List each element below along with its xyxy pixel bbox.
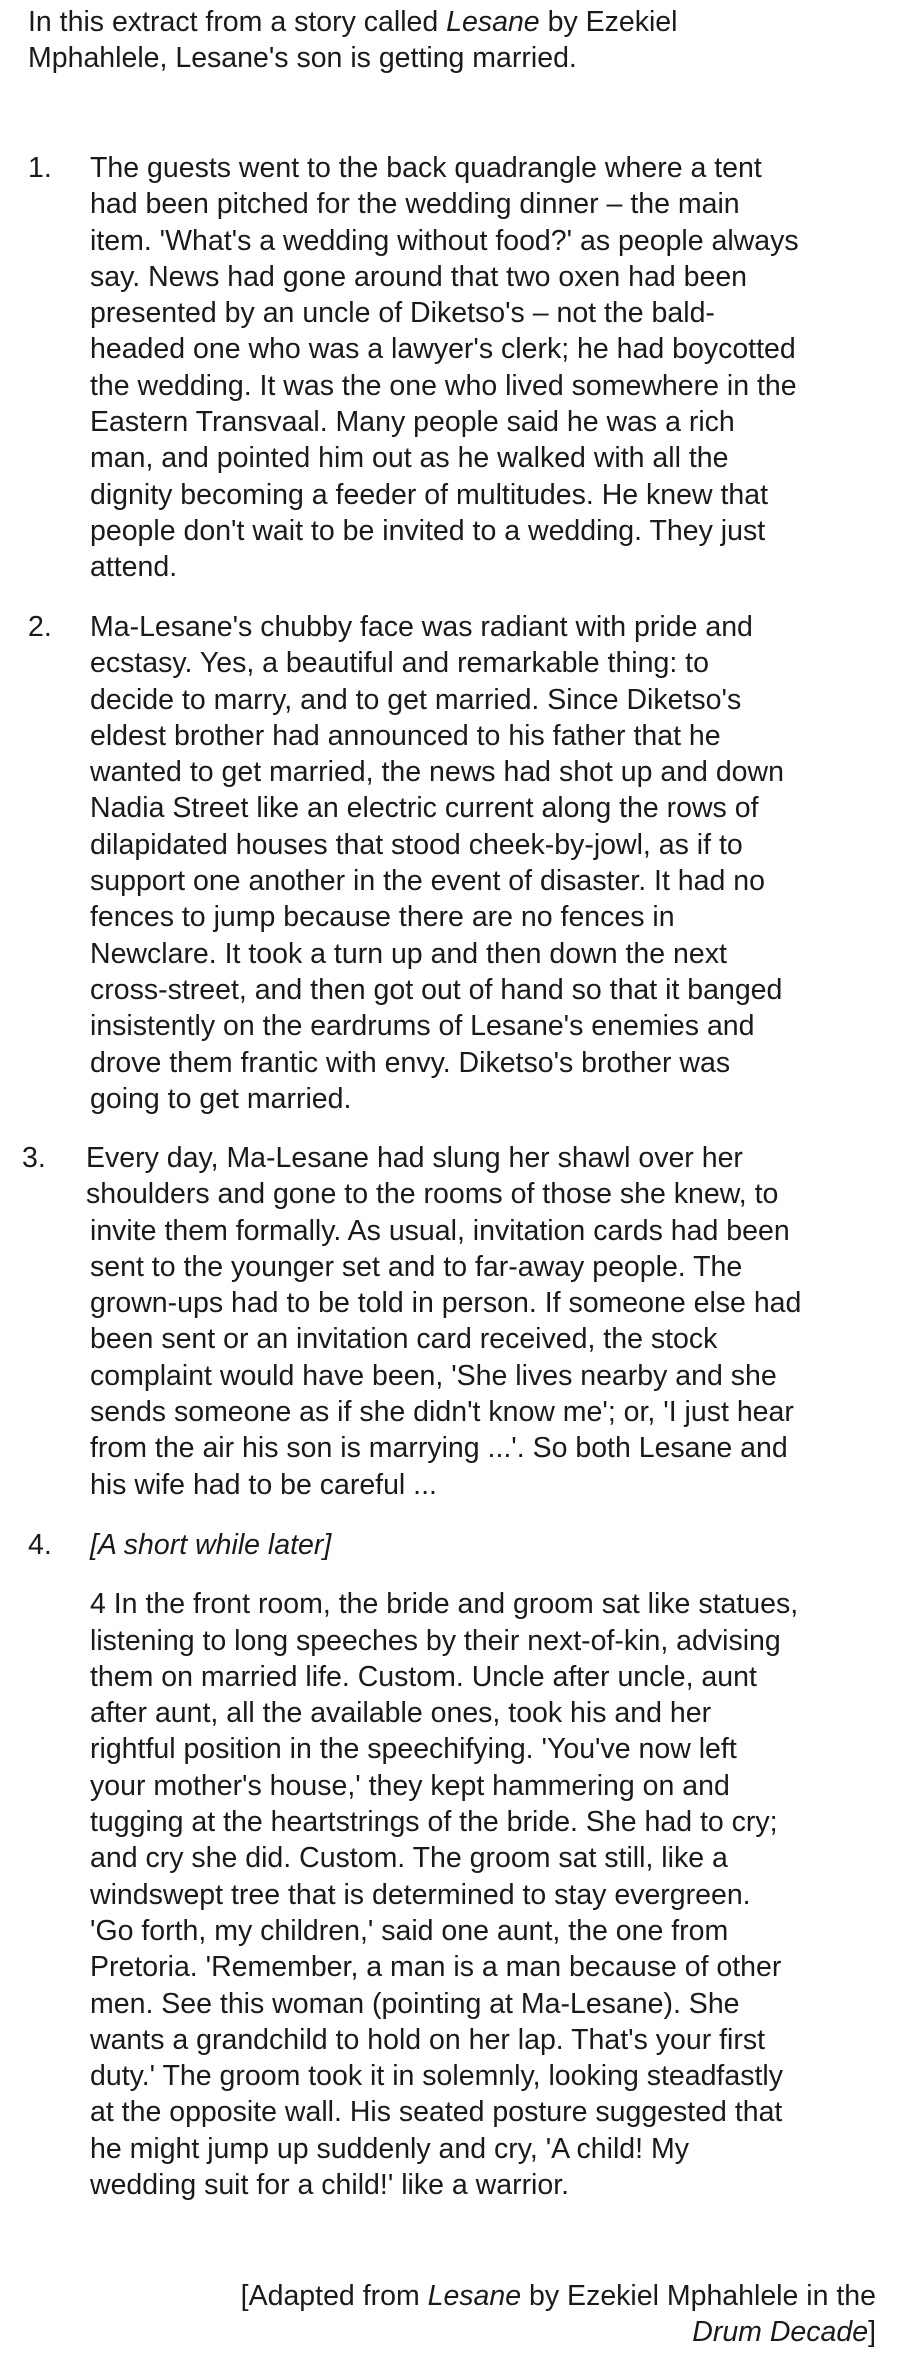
text-line: tugging at the heartstrings of the bride. She had to cry;: [90, 1806, 778, 1839]
text-line: listening to long speeches by their next-of-kin, advising: [90, 1624, 781, 1657]
text-line: dignity becoming a feeder of multitudes. He knew that: [90, 478, 769, 511]
text-line: presented by an uncle of Diketso's – not the bald-: [90, 297, 715, 330]
text-line: say. News had gone around that two oxen had been: [90, 260, 748, 293]
text-line: after aunt, all the available ones, took his and her: [90, 1697, 712, 1730]
text-line: from the air his son is marrying ...'. So both Lesane and: [90, 1432, 788, 1465]
attribution-source: Drum Decade: [692, 2316, 869, 2349]
text-line: men. See this woman (pointing at Ma-Lesane). She: [90, 1987, 740, 2020]
text-line: complaint would have been, 'She lives nearby and she: [90, 1359, 777, 1392]
text-line: sent to the younger set and to far-away people. The: [90, 1250, 743, 1283]
text-line: had been pitched for the wedding dinner – the main: [90, 188, 740, 221]
text-line: 'Go forth, my children,' said one aunt, the one from: [90, 1914, 729, 1947]
text-line: eldest brother had announced to his father that he: [90, 719, 721, 752]
text-line: Eastern Transvaal. Many people said he was a rich: [90, 406, 735, 439]
text-line: your mother's house,' they kept hammering on and: [90, 1769, 730, 1802]
text-line: fences to jump because there are no fences in: [90, 901, 675, 934]
text-line: windswept tree that is determined to stay evergreen.: [90, 1878, 751, 1911]
text-line: rightful position in the speechifying. 'You've now left: [90, 1733, 737, 1766]
text-line: item. 'What's a wedding without food?' as people always: [90, 224, 799, 257]
text-line: ecstasy. Yes, a beautiful and remarkable thing: to: [90, 647, 709, 680]
text-line: people don't wait to be invited to a wedding. They just: [90, 514, 766, 547]
paragraph-text: [90, 609, 885, 1117]
paragraph-number: 4.: [28, 1529, 52, 1561]
text-line: The guests went to the back quadrangle where a tent: [90, 152, 762, 184]
text-line: support one another in the event of disaster. It had no: [90, 865, 765, 898]
text-line: attend.: [90, 551, 178, 584]
attribution-title: Lesane: [427, 2280, 522, 2312]
paragraph-text: [90, 1527, 885, 2203]
text-line: invite them formally. As usual, invitation cards had been: [90, 1214, 790, 1247]
paragraph-number: 2.: [28, 611, 52, 643]
text-line: man, and pointed him out as he walked with all the: [90, 442, 729, 475]
text-line: Every day, Ma-Lesane had slung her shawl over her: [86, 1142, 743, 1174]
text-line: wants a grandchild to hold on her lap. That's your first: [90, 2023, 766, 2056]
text-line: wanted to get married, the news had shot up and down: [90, 756, 784, 789]
text-line: Newclare. It took a turn up and then down the next: [90, 937, 727, 970]
text-line: his wife had to be careful ...: [90, 1468, 437, 1501]
text-line: wedding suit for a child!' like a warrior.: [90, 2169, 570, 2202]
text-line: dilapidated houses that stood cheek-by-jowl, as if to: [90, 828, 743, 861]
text-line: Pretoria. 'Remember, a man is a man because of other: [90, 1951, 782, 1984]
text-line: sends someone as if she didn't know me'; or, 'I just hear: [90, 1396, 794, 1429]
text-line: been sent or an invitation card received, the stock: [90, 1323, 718, 1356]
attribution-line-2: Drum Decade]: [692, 2316, 876, 2349]
text-line: decide to marry, and to get married. Since Diketso's: [90, 683, 742, 716]
text-line: and cry she did. Custom. The groom sat still, like a: [90, 1842, 728, 1875]
paragraph-text: [90, 150, 885, 586]
source-attribution: [116, 2278, 876, 2351]
text-line: headed one who was a lawyer's clerk; he had boycotted: [90, 333, 796, 366]
paragraph-number: 3.: [22, 1142, 46, 1174]
text-line: Nadia Street like an electric current along the rows of: [90, 792, 759, 825]
paragraph-number: 1.: [28, 152, 52, 184]
intro-line-2: Mphahlele, Lesane's son is getting married.: [28, 42, 577, 75]
text-line: them on married life. Custom. Uncle after uncle, aunt: [90, 1660, 757, 1693]
text-line: insistently on the eardrums of Lesane's enemies and: [90, 1010, 755, 1043]
intro-line-1: In this extract from a story called Lesane by Ezekiel: [28, 6, 678, 38]
text-line: at the opposite wall. His seated posture suggested that: [90, 2096, 783, 2129]
text-line: cross-street, and then got out of hand so that it banged: [90, 973, 783, 1006]
paragraph-text: [86, 1140, 885, 1503]
text-line: going to get married.: [90, 1082, 352, 1115]
text-line: 4 In the front room, the bride and groom sat like statues,: [90, 1588, 799, 1621]
text-line: grown-ups had to be told in person. If someone else had: [90, 1287, 802, 1320]
intro-text: [28, 4, 868, 77]
text-line: he might jump up suddenly and cry, 'A child! My: [90, 2132, 689, 2165]
text-line: drove them frantic with envy. Diketso's brother was: [90, 1046, 731, 1079]
section-heading: [A short while later]: [90, 1529, 332, 1561]
text-line: duty.' The groom took it in solemnly, looking steadfastly: [90, 2060, 783, 2093]
text-line: shoulders and gone to the rooms of those she knew, to: [86, 1178, 779, 1211]
text-line: Ma-Lesane's chubby face was radiant with pride and: [90, 611, 753, 643]
attribution-line-1: [Adapted from Lesane by Ezekiel Mphahlele in the: [240, 2280, 876, 2312]
story-title: Lesane: [446, 6, 540, 38]
text-line: the wedding. It was the one who lived somewhere in the: [90, 369, 797, 402]
